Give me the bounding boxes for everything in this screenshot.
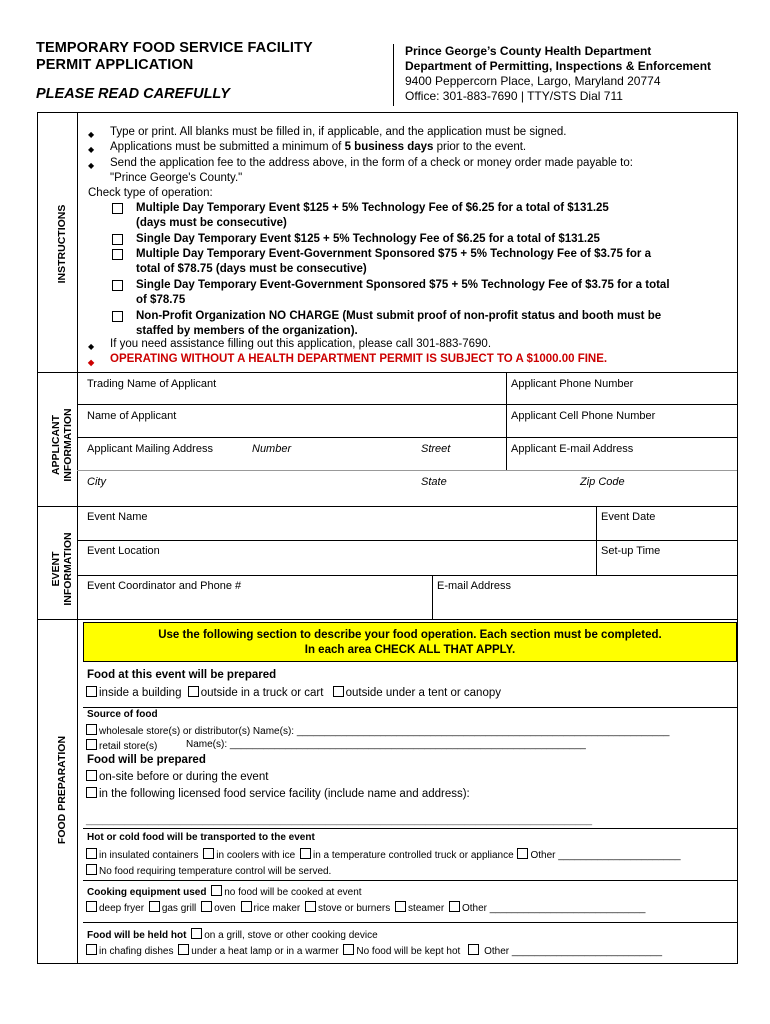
rule-food-4 (83, 922, 737, 923)
event-side-label (50, 494, 74, 644)
rule-top (37, 112, 737, 113)
onsite-label: on-site before or during the event (99, 771, 269, 783)
field-event-name[interactable]: Event Name (87, 511, 148, 523)
licensed-fill-line[interactable]: ___________________________________________________________________________________________ (86, 815, 593, 826)
checkbox-cook-other[interactable] (449, 901, 460, 912)
t-coolers-label: in coolers with ice (216, 850, 296, 861)
instr-b4: If you need assistance filling out this application, please call 301-883-7690. (110, 338, 492, 350)
banner-line2: In each area CHECK ALL THAT APPLY. (304, 644, 516, 656)
checkbox[interactable] (112, 311, 123, 322)
hot-title: Food will be held hot (87, 930, 187, 941)
instr-b2-pre: Applications must be submitted a minimum of (110, 141, 345, 153)
rule-applicant-3 (77, 470, 737, 471)
c-stove-label: stove or burners (318, 903, 391, 914)
field-applicant-phone[interactable]: Applicant Phone Number (511, 378, 634, 390)
checkbox-oven[interactable] (201, 901, 212, 912)
option-non-profit[interactable] (136, 309, 661, 339)
form-title-line2: PERMIT APPLICATION (36, 57, 194, 73)
event-side-label-1: EVENT (50, 551, 62, 587)
checkbox-retail[interactable] (86, 739, 97, 750)
c-rice-label: rice maker (253, 903, 301, 914)
checkbox-rice-maker[interactable] (241, 901, 252, 912)
c-steamer-label: steamer (408, 903, 445, 914)
checkbox-tent-canopy[interactable] (333, 686, 344, 697)
t-other-label: Other ______________________ (530, 850, 681, 861)
bullet-icon: ◆ (88, 145, 95, 154)
checkbox-steamer[interactable] (395, 901, 406, 912)
opt1-line1: Multiple Day Temporary Event $125 + 5% Technology Fee of $6.25 for a total of $131.25 (136, 202, 609, 214)
rule-food-1 (83, 707, 737, 708)
field-applicant-email[interactable]: Applicant E-mail Address (511, 443, 634, 455)
dept-division: Department of Permitting, Inspections & Enforcement (405, 59, 712, 73)
event-divider-2 (432, 575, 433, 619)
prep-options (86, 686, 501, 699)
h-other-label: Other ___________________________ (484, 946, 663, 957)
checkbox-hot-grill[interactable] (191, 928, 202, 939)
field-event-email[interactable]: E-mail Address (437, 580, 511, 592)
field-applicant-name[interactable]: Name of Applicant (87, 410, 177, 422)
check-type-label: Check type of operation: (88, 187, 213, 199)
rule-event-top (37, 506, 737, 507)
event-side-label-2: INFORMATION (62, 532, 74, 606)
cook-none-label: no food will be cooked at event (224, 887, 362, 898)
field-address-street: Street (421, 443, 451, 455)
checkbox-inside-building[interactable] (86, 686, 97, 697)
field-mailing-address[interactable]: Applicant Mailing Address (87, 443, 213, 455)
option-multi-day-gov[interactable] (136, 247, 651, 277)
field-event-coordinator[interactable]: Event Coordinator and Phone # (87, 580, 242, 592)
source-wholesale-label: wholesale store(s) or distributor(s) Name(s): ___________________________________________________________________ (99, 726, 670, 737)
instr-b2 (110, 140, 526, 155)
rule-event-2 (77, 575, 737, 576)
option-single-day[interactable] (136, 232, 600, 247)
option-single-day-gov[interactable] (136, 278, 670, 308)
applicant-divider (506, 372, 507, 471)
opt5-line2: staffed by members of the organization). (136, 325, 358, 338)
rule-food-2 (83, 828, 737, 829)
c-other-label: Other ____________________________ (461, 903, 646, 914)
bullet-icon: ◆ (88, 342, 95, 351)
t-none-label: No food requiring temperature control will be served. (99, 866, 332, 877)
checkbox[interactable] (112, 249, 123, 260)
department-info (405, 44, 711, 104)
checkbox-coolers[interactable] (203, 848, 214, 859)
dept-office: Office: 301-883-7690 | TTY/STS Dial 711 (405, 89, 623, 103)
source-title: Source of food (87, 709, 158, 720)
bullet-icon: ◆ (88, 161, 95, 170)
opt3-line1: Multiple Day Temporary Event-Government Sponsored $75 + 5% Technology Fee of $3.75 for a (136, 248, 651, 260)
hot-row-title (87, 928, 378, 941)
rule-right (737, 112, 738, 964)
field-state[interactable]: State (421, 476, 447, 488)
h-lamp-label: under a heat lamp or in a warmer (191, 946, 339, 957)
opt1-line2: (days must be consecutive) (136, 217, 287, 230)
cook-row-title (87, 885, 362, 898)
prep-title: Food at this event will be prepared (87, 669, 277, 681)
food-instructions-banner (83, 622, 737, 662)
checkbox-heat-lamp[interactable] (178, 944, 189, 955)
dept-name: Prince George’s County Health Department (405, 44, 652, 58)
applicant-side-label-1: APPLICANT (50, 414, 62, 476)
checkbox-hot-other[interactable] (468, 944, 479, 955)
opt2-line: Single Day Temporary Event $125 + 5% Technology Fee of $6.25 for a total of $131.25 (136, 233, 600, 245)
source-retail (86, 739, 586, 752)
rule-applicant-top (37, 372, 737, 373)
c-gas-label: gas grill (161, 903, 197, 914)
checkbox-deep-fryer[interactable] (86, 901, 97, 912)
side-column-right (77, 112, 78, 964)
option-multi-day[interactable] (136, 201, 609, 231)
please-read-carefully: PLEASE READ CAREFULLY (36, 86, 230, 102)
rule-applicant-1 (77, 404, 737, 405)
source-retail-label: retail store(s) (99, 741, 158, 752)
rule-food-top (37, 619, 737, 620)
transport-title: Hot or cold food will be transported to the event (87, 832, 315, 843)
hot-options (86, 944, 662, 957)
field-trading-name[interactable]: Trading Name of Applicant (87, 378, 217, 390)
will-prep-title: Food will be prepared (87, 754, 206, 766)
cook-title: Cooking equipment used (87, 887, 207, 898)
checkbox-no-hot[interactable] (343, 944, 354, 955)
header-divider (393, 44, 394, 106)
h-grill-label: on a grill, stove or other cooking device (204, 930, 378, 941)
form-title-line1: TEMPORARY FOOD SERVICE FACILITY (36, 40, 313, 56)
instr-fine-warning: OPERATING WITHOUT A HEALTH DEPARTMENT PERMIT IS SUBJECT TO A $1000.00 FINE. (110, 353, 608, 365)
transport-options (86, 848, 681, 861)
prep-licensed (86, 787, 470, 800)
field-address-number: Number (252, 443, 292, 455)
opt5-line1: Non-Profit Organization NO CHARGE (Must submit proof of non-profit status and booth must be (136, 310, 662, 322)
source-wholesale (86, 724, 669, 737)
field-city[interactable]: City (87, 476, 106, 488)
checkbox-no-cooking[interactable] (211, 885, 222, 896)
instr-b3-line1: Send the application fee to the address above, in the form of a check or money order made payable to: (110, 157, 633, 169)
field-event-location[interactable]: Event Location (87, 545, 160, 557)
c-oven-label: oven (214, 903, 236, 914)
instructions-side-label: INSTRUCTIONS (56, 204, 68, 284)
checkbox-transport-other[interactable] (517, 848, 528, 859)
opt4-line2: of $78.75 (136, 294, 186, 307)
prep-onsite (86, 770, 268, 783)
side-column-left (37, 112, 38, 964)
checkbox-licensed[interactable] (86, 787, 97, 798)
checkbox-stove[interactable] (305, 901, 316, 912)
checkbox-insulated[interactable] (86, 848, 97, 859)
checkbox-temp-truck[interactable] (300, 848, 311, 859)
checkbox[interactable] (112, 203, 123, 214)
instr-b1: Type or print. All blanks must be filled in, if applicable, and the application must be signed. (110, 126, 567, 138)
c-fryer-label: deep fryer (99, 903, 145, 914)
t-truck-label: in a temperature controlled truck or appliance (313, 850, 514, 861)
licensed-label: in the following licensed food service facility (include name and address): (99, 788, 470, 800)
rule-food-3 (83, 880, 737, 881)
checkbox-gas-grill[interactable] (149, 901, 160, 912)
checkbox-truck-cart[interactable] (188, 686, 199, 697)
prep-truck-label: outside in a truck or cart (200, 687, 324, 699)
checkbox-no-temp-control[interactable] (86, 864, 97, 875)
instr-b2-bold: 5 business days (344, 141, 434, 153)
food-prep-side-label: FOOD PREPARATION (56, 735, 68, 845)
dept-address: 9400 Peppercorn Place, Largo, Maryland 20774 (405, 74, 661, 88)
rule-bottom (37, 963, 737, 964)
cook-options (86, 901, 645, 914)
field-applicant-cell[interactable]: Applicant Cell Phone Number (511, 410, 656, 422)
checkbox-wholesale[interactable] (86, 724, 97, 735)
field-setup-time[interactable]: Set-up Time (601, 545, 661, 557)
transport-none (86, 864, 331, 877)
field-event-date[interactable]: Event Date (601, 511, 656, 523)
t-insulated-label: in insulated containers (99, 850, 199, 861)
checkbox[interactable] (112, 280, 123, 291)
checkbox[interactable] (112, 234, 123, 245)
checkbox-chafing[interactable] (86, 944, 97, 955)
h-chafing-label: in chafing dishes (99, 946, 174, 957)
bullet-icon: ◆ (88, 358, 95, 367)
source-retail-names: Name(s): ________________________________________________________________ (186, 739, 586, 750)
form-title (36, 40, 313, 74)
opt3-line2: total of $78.75 (days must be consecutive) (136, 263, 367, 276)
rule-event-1 (77, 540, 737, 541)
prep-inside-label: inside a building (99, 687, 182, 699)
opt4-line1: Single Day Temporary Event-Government Sponsored $75 + 5% Technology Fee of $3.75 for a total (136, 279, 670, 291)
h-none-label: No food will be kept hot (356, 946, 461, 957)
prep-tent-label: outside under a tent or canopy (345, 687, 501, 699)
field-zip[interactable]: Zip Code (580, 476, 625, 488)
instr-b3-line2: "Prince George's County." (110, 172, 243, 184)
checkbox-onsite[interactable] (86, 770, 97, 781)
bullet-icon: ◆ (88, 130, 95, 139)
instr-b2-post: prior to the event. (433, 141, 527, 153)
banner-line1: Use the following section to describe your food operation. Each section must be completed. (158, 629, 662, 641)
applicant-side-label-2: INFORMATION (62, 408, 74, 482)
rule-applicant-2 (77, 437, 737, 438)
